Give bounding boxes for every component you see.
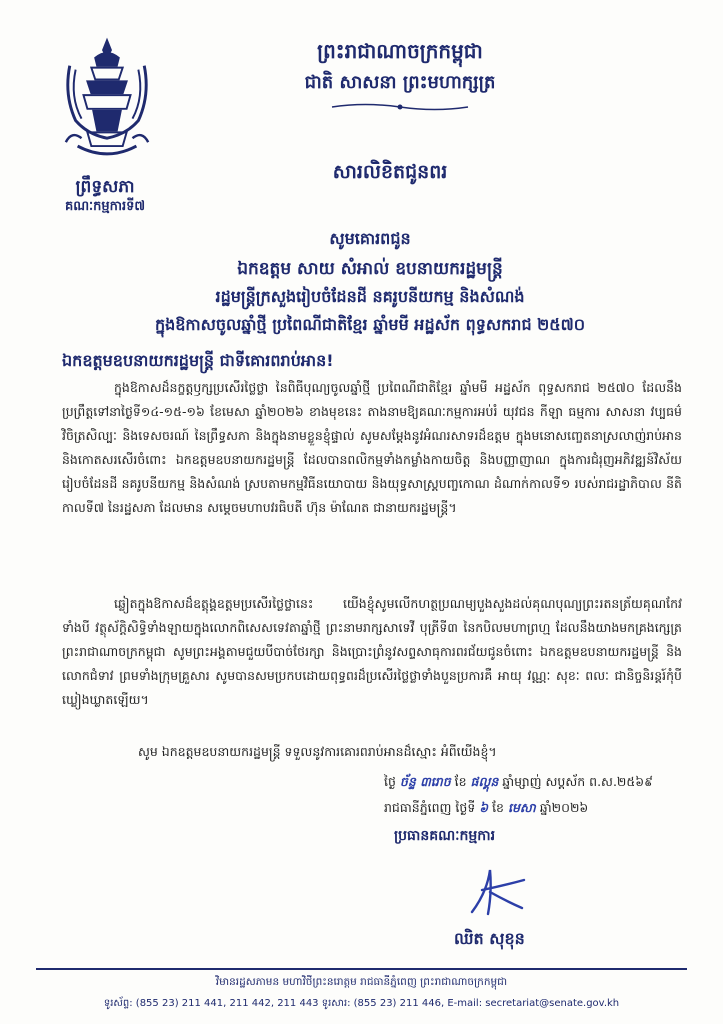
footer-divider [36, 968, 687, 970]
footer-address: វិមានរដ្ឋសភាមន មហាវិថីព្រះនរោត្តម រាជធានីភ្នំពេញ ព្រះរាជាណាចក្រកម្ពុជា [215, 976, 508, 988]
ornament-divider-icon [330, 102, 470, 112]
place-prefix: រាជធានីភ្នំពេញ ថ្ងៃទី [384, 800, 476, 815]
senate-name: ព្រឹទ្ធសភា [75, 177, 135, 197]
salutation: ឯកឧត្តមឧបនាយករដ្ឋមន្ត្រី ជាទីគោរពរាប់អាន! [62, 351, 334, 370]
recipient-line-4: ក្នុងឱកាសចូលឆ្នាំថ្មី ប្រពៃណីជាតិខ្មែរ ឆ្នាំមមី អដ្ឋស័ក ពុទ្ធសករាជ ២៥៧០ [154, 315, 586, 334]
date-day: ៦ [479, 800, 489, 815]
lunar-day-value: ច័ន្ទ ៣រោច [399, 774, 451, 789]
body-paragraph-3: សូម ឯកឧត្តមឧបនាយករដ្ឋមន្ត្រី ទទួលនូវការគោរពរាប់អានដ៏ស្មោះ អំពីយើងខ្ញុំ។ [138, 744, 497, 759]
lunar-month-value: ផល្គុន [470, 774, 499, 789]
place-date-line [384, 800, 588, 819]
document-title: សារលិខិតជូនពរ [332, 161, 448, 183]
recipient-line-1: សូមគោរពជូន [329, 229, 411, 248]
lunar-month-prefix: ខែ [454, 774, 467, 789]
body-paragraph-1: ក្នុងឱកាសដ៏នក្ខត្តឫក្សប្រសើរថ្លៃថ្លា នៃពិធីបុណ្យចូលឆ្នាំថ្មី ប្រពៃណីជាតិខ្មែរ ឆ្នាំមមី អដ្ឋស័ក ពុទ្ធសករាជ ២៥៧០ ដែលនឹងប្រព្រឹត្តទៅនាថ្ងៃទី១៤-១៥-១៦ ខែមេសា ឆ្នាំ២០២៦ ខាងមុខនេះ តាងនាមឱ្យគណៈកម្មការអប់រំ យុវជន កីឡា ធម្មការ សាសនា វប្បធម៌ វិចិត្រសិល្បៈ និងទេសចរណ៍ នៃព្រឹទ្ធសភា និងក្នុងនាមខ្លួនខ្ញុំផ្ទាល់ សូមសម្តែងនូវអំណរសាទរដ៏ឧត្តម ក្នុងមនោសញ្ចេតនាស្រលាញ់រាប់អាន និងកោតសរសើរចំពោះ ឯកឧត្តមឧបនាយករដ្ឋមន្ត្រី ដែលបានពលិកម្មទាំងកម្លាំងកាយចិត្ត និងបញ្ញាញាណ ក្នុងការជំរុញអភិវឌ្ឍន៍វិស័យរៀបចំដែនដី នគរូបនីយកម្ម និងសំណង់ ស្របតាមកម្មវិធីនយោបាយ និងយុទ្ធសាស្ត្របញ្ចកោណ ដំណាក់កាលទី១ របស់រាជរដ្ឋាភិបាល នីតិកាលទី៧ នៃរដ្ឋសភា ដែលមាន សម្តេចមហាបវរធិបតី ហ៊ុន ម៉ាណែត ជានាយករដ្ឋមន្ត្រី។ [62, 380, 682, 515]
recipient-line-3: រដ្ឋមន្ត្រីក្រសួងរៀបចំដែនដី នគរូបនីយកម្ម និងសំណង់ [215, 287, 525, 306]
senate-emblem-icon [58, 36, 156, 164]
month-prefix: ខែ [492, 800, 504, 815]
lunar-date-line [384, 774, 653, 793]
national-motto: ជាតិ សាសនា ព្រះមហាក្សត្រ [304, 72, 496, 93]
lunar-year: ឆ្នាំម្សាញ់ សប្តស័ក ព.ស.២៥៦៩ [502, 774, 653, 789]
date-year: ឆ្នាំ២០២៦ [539, 800, 589, 815]
committee-name: គណៈកម្មការទី៧ [64, 199, 145, 214]
recipient-line-2: ឯកឧត្តម សាយ សំអាល់ ឧបនាយករដ្ឋមន្ត្រី [237, 259, 503, 279]
signer-name: ឈិត សុខុន [454, 929, 525, 948]
date-month: មេសា [507, 800, 536, 815]
footer-contact: ទូរស័ព្ទ: (855 23) 211 441, 211 442, 211 443 ទូរសារ: (855 23) 211 446, E-mail: secretariat@senate.gov.kh [103, 998, 620, 1009]
kingdom-heading: ព្រះរាជាណាចក្រកម្ពុជា [317, 39, 483, 63]
signature-icon [452, 862, 542, 922]
lunar-day-prefix: ថ្ងៃ [384, 774, 396, 789]
body-paragraph-2: ឆ្លៀតក្នុងឱកាសដ៏ឧត្តុង្គឧត្តមប្រសើរថ្លៃថ្លានេះ យើងខ្ញុំសូមលើកហត្ថប្រណម្យបួងសួងដល់គុណបុណ្យព្រះរតនត្រ័យគុណកែវទាំងបី វត្ថុស័ក្តិសិទ្ធិទាំងឡាយក្នុងលោកពិសេសទេវតាឆ្នាំថ្មី ព្រះនាមរាក្សសាទេវី បុត្រីទី៣ នៃកបិលមហាព្រហ្ម ដែលនឹងយាងមកគ្រងក្សេត្រព្រះរាជាណាចក្រកម្ពុជា សូមព្រះអង្គតាមជួយបីបាច់ថែរក្សា និងប្រោះព្រំនូវសព្ទសាធុការពរជ័យជូនចំពោះ ឯកឧត្តមឧបនាយករដ្ឋមន្ត្រី និង លោកជំទាវ ព្រមទាំងក្រុមគ្រួសារ សូមបានសមប្រកបដោយពុទ្ធពរដ៏ប្រសើរថ្លៃថ្លាទាំងបួនប្រការគឺ អាយុ វណ្ណៈ សុខៈ ពលៈ ជានិច្ចនិរន្តរ៍កុំបីឃ្លៀងឃ្លាតឡើយ។ [62, 596, 682, 707]
president-title: ប្រធានគណៈកម្មការ [394, 828, 496, 844]
